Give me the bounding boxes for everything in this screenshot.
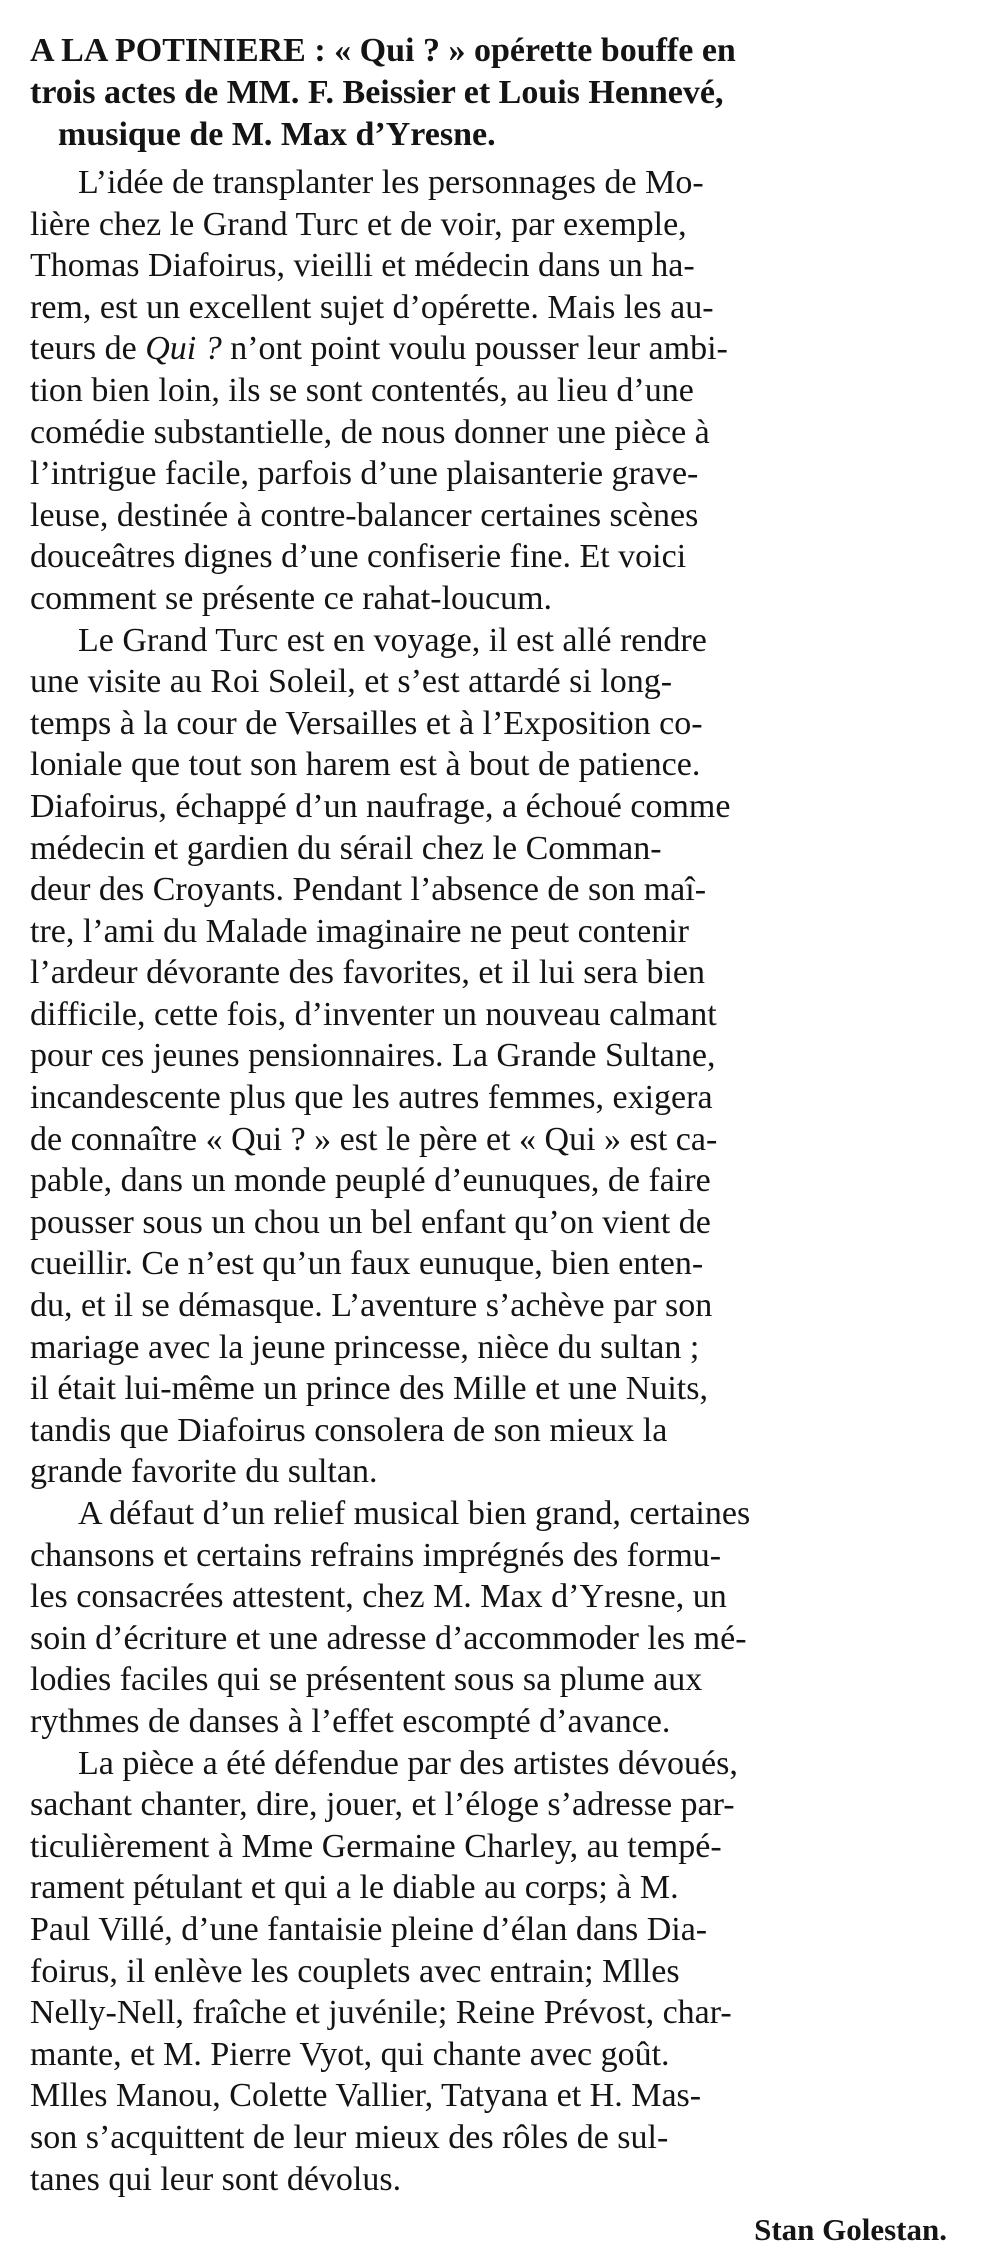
paragraph-line: tanes qui leur sont dévolus. [30, 2160, 402, 2198]
heading-line: musique de M. Max d’Yresne. [58, 116, 496, 153]
paragraph-line: pable, dans un monde peuplé d’eunuques, de faire [30, 1162, 711, 1200]
heading-line: trois actes de MM. F. Beissier et Louis Hennevé, [30, 74, 724, 111]
paragraph-line: l’ardeur dévorante des favorites, et il lui sera bien [30, 954, 706, 992]
paragraph-line: mante, et M. Pierre Vyot, qui chante avec goût. [30, 2035, 670, 2073]
article-heading [30, 30, 977, 156]
paragraph-line: incandescente plus que les autres femmes, exigera [30, 1079, 713, 1117]
paragraph-line: rem, est un excellent sujet d’opérette. Mais les au- [30, 288, 714, 326]
paragraph-line: mariage avec la jeune princesse, nièce du sultan ; [30, 1328, 700, 1366]
paragraph-line: les consacrées attestent, chez M. Max d’Yresne, un [30, 1578, 727, 1616]
paragraph-line: Le Grand Turc est en voyage, il est allé rendre [78, 621, 707, 659]
paragraph-line: il était lui-même un prince des Mille et une Nuits, [30, 1370, 708, 1408]
paragraph-line: teurs de Qui ? n’ont point voulu pousser leur ambi- [30, 330, 728, 368]
paragraph-line: soin d’écriture et une adresse d’accommoder les mé- [30, 1619, 747, 1657]
paragraph-line: deur des Croyants. Pendant l’absence de son maî- [30, 871, 707, 909]
paragraph-line: A défaut d’un relief musical bien grand, certaines [78, 1495, 751, 1532]
article-paragraph [30, 1743, 977, 2201]
paragraph-line: Mlles Manou, Colette Vallier, Tatyana et H. Mas- [30, 2077, 702, 2115]
paragraph-line: lière chez le Grand Turc et de voir, par exemple, [30, 205, 687, 243]
paragraph-line: de connaître « Qui ? » est le père et « Qui » est ca- [30, 1120, 718, 1158]
paragraph-line: comédie substantielle, de nous donner une pièce à [30, 413, 710, 451]
paragraph-line: rythmes de danses à l’effet escompté d’avance. [30, 1702, 671, 1740]
heading-line: A LA POTINIERE : « Qui ? » opérette bouffe en [30, 32, 736, 69]
paragraph-line: tre, l’ami du Malade imaginaire ne peut contenir [30, 912, 689, 950]
article-paragraph [30, 1493, 977, 1743]
work-title: Qui ? [145, 330, 222, 368]
article-body [30, 162, 977, 2200]
paragraph-line: comment se présente ce rahat-loucum. [30, 579, 553, 617]
paragraph-line: foirus, il enlève les couplets avec entrain; Mlles [30, 1952, 680, 1990]
paragraph-line: La pièce a été défendue par des artistes dévoués, [78, 1744, 738, 1782]
paragraph-line: temps à la cour de Versailles et à l’Exposition co- [30, 704, 703, 742]
paragraph-line: du, et il se démasque. L’aventure s’achève par son [30, 1287, 713, 1325]
paragraph-line: tandis que Diafoirus consolera de son mieux la [30, 1411, 668, 1449]
paragraph-line: Thomas Diafoirus, vieilli et médecin dans un ha- [30, 247, 695, 285]
paragraph-line: leuse, destinée à contre-balancer certaines scènes [30, 496, 699, 534]
paragraph-line: tion bien loin, ils se sont contentés, au lieu d’une [30, 371, 694, 409]
paragraph-line: Paul Villé, d’une fantaisie pleine d’élan dans Dia- [30, 1910, 708, 1948]
paragraph-line: pousser sous un chou un bel enfant qu’on vient de [30, 1203, 711, 1241]
article-signature: Stan Golestan. [754, 2212, 947, 2248]
paragraph-line: rament pétulant et qui a le diable au corps; à M. [30, 1869, 679, 1907]
paragraph-line: Nelly-Nell, fraîche et juvénile; Reine Prévost, char- [30, 1994, 732, 2032]
article-paragraph [30, 620, 977, 1493]
paragraph-line: son s’acquittent de leur mieux des rôles de sul- [30, 2118, 669, 2156]
paragraph-line: pour ces jeunes pensionnaires. La Grande Sultane, [30, 1037, 716, 1075]
article-paragraph [30, 162, 977, 620]
paragraph-line: sachant chanter, dire, jouer, et l’éloge s’adresse par- [30, 1786, 735, 1824]
paragraph-line: une visite au Roi Soleil, et s’est attardé si long- [30, 663, 673, 701]
paragraph-line: ticulièrement à Mme Germaine Charley, au tempé- [30, 1827, 722, 1865]
paragraph-line: L’idée de transplanter les personnages de Mo- [78, 164, 704, 201]
paragraph-line: grande favorite du sultan. [30, 1453, 378, 1491]
paragraph-line: Diafoirus, échappé d’un naufrage, a échoué comme [30, 787, 731, 825]
paragraph-line: chansons et certains refrains imprégnés des formu- [30, 1536, 722, 1574]
paragraph-line: douceâtres dignes d’une confiserie fine. Et voici [30, 538, 687, 576]
paragraph-line: lodies faciles qui se présentent sous sa plume aux [30, 1661, 703, 1699]
paragraph-line: loniale que tout son harem est à bout de patience. [30, 746, 701, 784]
paragraph-line: médecin et gardien du sérail chez le Comman- [30, 829, 662, 867]
paragraph-line: l’intrigue facile, parfois d’une plaisanterie grave- [30, 455, 699, 493]
paragraph-line: cueillir. Ce n’est qu’un faux eunuque, bien enten- [30, 1245, 704, 1283]
paragraph-line: difficile, cette fois, d’inventer un nouveau calmant [30, 995, 717, 1033]
